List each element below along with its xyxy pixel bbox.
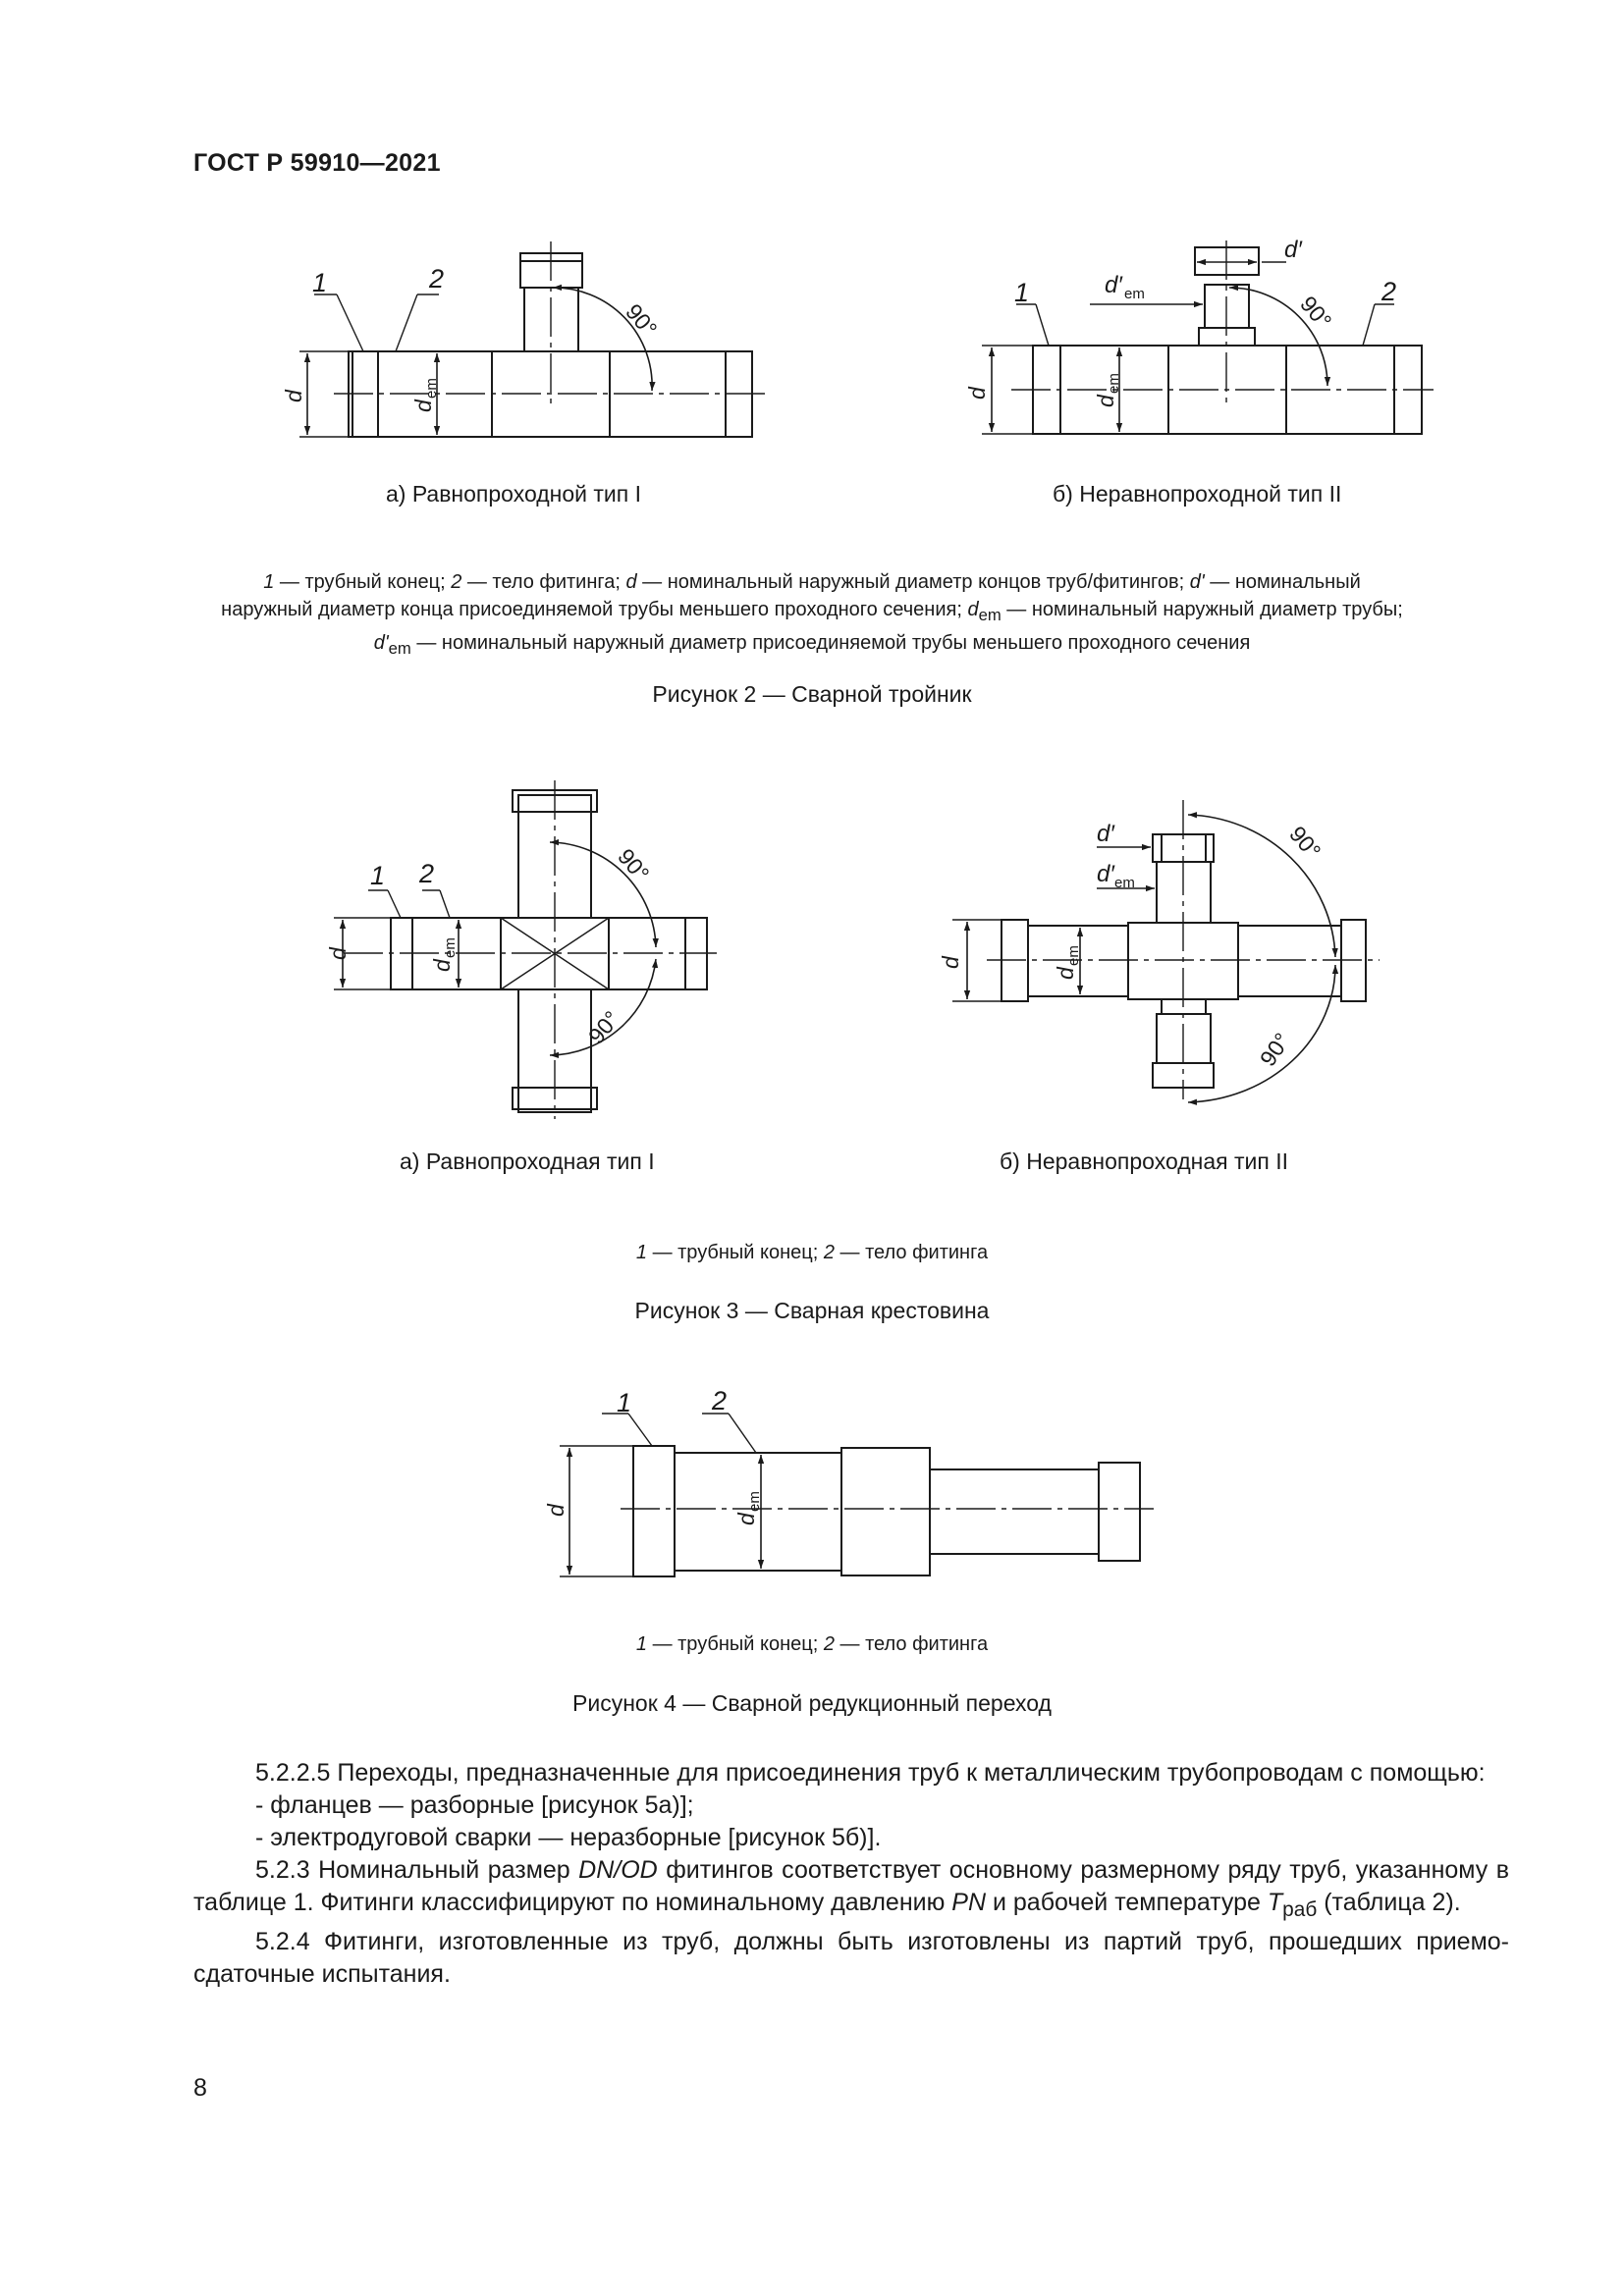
body-text — [193, 1757, 1509, 1991]
fig4-legend: 1 — трубный конец; 2 — тело фитинга — [635, 1633, 989, 1655]
fig2a-label-dem: d — [410, 400, 436, 412]
fig2-legend-line2: наружный диаметр конца присоединяемой трубы меньшего проходного сечения; $d_{em}$ — номинальный наружный диаметр трубы; — [221, 599, 1403, 624]
fig2-legend-line3: $d'_{em}$ — номинальный наружный диаметр присоединяемой трубы меньшего проходного сечения — [373, 632, 1251, 658]
fig2-caption-b: б) Неравнопроходной тип II — [1053, 481, 1342, 507]
para-5-2-3: 5.2.3 Номинальный размер DN/OD фитингов соответствует основному размерному ряду труб, указанному в таблице 1. Фитинги классифицируют по номинальному давлению PN и рабочей температуре $T_{раб}$ (таблица 2). — [193, 1856, 1509, 1921]
fig3a-label-1: 1 — [370, 861, 386, 890]
fig2b-label-dprime-em: d′ — [1105, 272, 1122, 298]
fig3a-label-2: 2 — [419, 859, 435, 888]
fig2a-label-1: 1 — [312, 268, 328, 297]
fig2b-label-2: 2 — [1381, 277, 1397, 306]
fig2b-label-d: d — [964, 387, 990, 400]
list-item-welding: - электродуговой сварки — неразборные [рисунок 5б)]. — [255, 1824, 882, 1851]
fig3a-label-angle-bottom: 90° — [582, 1005, 625, 1049]
fig3a-label-dem-sub: em — [442, 937, 459, 958]
fig3b-label-dprime: d′ — [1097, 821, 1114, 847]
fig3-caption-b: б) Неравнопроходная тип II — [1000, 1148, 1288, 1174]
fig3b-label-angle-top: 90° — [1284, 821, 1326, 864]
fig3b-label-dprime-em: d′ — [1097, 861, 1114, 887]
fig4-label-dem-sub: em — [746, 1491, 763, 1512]
fig3b-label-dem: d — [1053, 967, 1078, 980]
page-number: 8 — [193, 2074, 207, 2102]
fig4-label-dem: d — [733, 1513, 759, 1525]
fig2b-label-dem: d — [1093, 395, 1118, 407]
fig2-caption-a: а) Равнопроходной тип I — [386, 481, 641, 507]
fig3b-label-d: d — [938, 956, 963, 969]
fig3a-drawing — [334, 780, 717, 1119]
fig3b-label-dem-sub: em — [1065, 945, 1082, 966]
fig3-title: Рисунок 3 — Сварная крестовина — [634, 1298, 990, 1323]
fig3a-label-d: d — [325, 947, 351, 960]
fig2-title: Рисунок 2 — Сварной тройник — [652, 681, 972, 707]
fig2-legend-line1: 1 — трубный конец; 2 — тело фитинга; d — номинальный наружный диаметр концов труб/фитингов; d' — номинальный — [263, 571, 1361, 593]
fig2b-label-dem-sub: em — [1106, 373, 1122, 394]
fig3b-label-angle-bottom: 90° — [1254, 1028, 1296, 1071]
fig4-label-2: 2 — [712, 1386, 728, 1415]
para-5-2-2-5: 5.2.2.5 Переходы, предназначенные для присоединения труб к металлическим трубопроводам с помощью: — [255, 1759, 1486, 1787]
fig2b-label-dprime-em-sub: em — [1124, 286, 1145, 302]
fig2a-label-2: 2 — [429, 264, 445, 294]
fig4-label-1: 1 — [617, 1388, 632, 1417]
fig3-caption-a: а) Равнопроходная тип I — [400, 1148, 655, 1174]
fig2b-label-angle: 90° — [1295, 291, 1337, 334]
fig2a-label-dem-sub: em — [423, 378, 440, 399]
fig3b-label-dprime-em-sub: em — [1114, 875, 1135, 891]
fig2b-drawing — [982, 240, 1434, 434]
fig4-title: Рисунок 4 — Сварной редукционный переход — [572, 1690, 1052, 1716]
fig3-legend: 1 — трубный конец; 2 — тело фитинга — [635, 1242, 989, 1263]
fig2b-label-1: 1 — [1014, 278, 1030, 307]
fig2a-label-angle: 90° — [621, 298, 663, 342]
fig3a-label-angle-top: 90° — [613, 843, 655, 886]
para-5-2-4: 5.2.4 Фитинги, изготовленные из труб, должны быть изготовлены из партий труб, прошедших приемо-сдаточные испытания. — [193, 1928, 1509, 1988]
fig2b-label-dprime: d′ — [1284, 237, 1302, 263]
fig2a-label-d: d — [281, 390, 306, 402]
fig2a-drawing — [299, 241, 766, 437]
fig2-legend — [137, 568, 1487, 663]
fig4-drawing — [560, 1414, 1154, 1576]
document-header: ГОСТ Р 59910—2021 — [193, 149, 441, 177]
fig3a-label-dem: d — [429, 959, 455, 972]
fig4-label-d: d — [543, 1504, 568, 1517]
list-item-flanges: - фланцев — разборные [рисунок 5а)]; — [255, 1791, 694, 1819]
